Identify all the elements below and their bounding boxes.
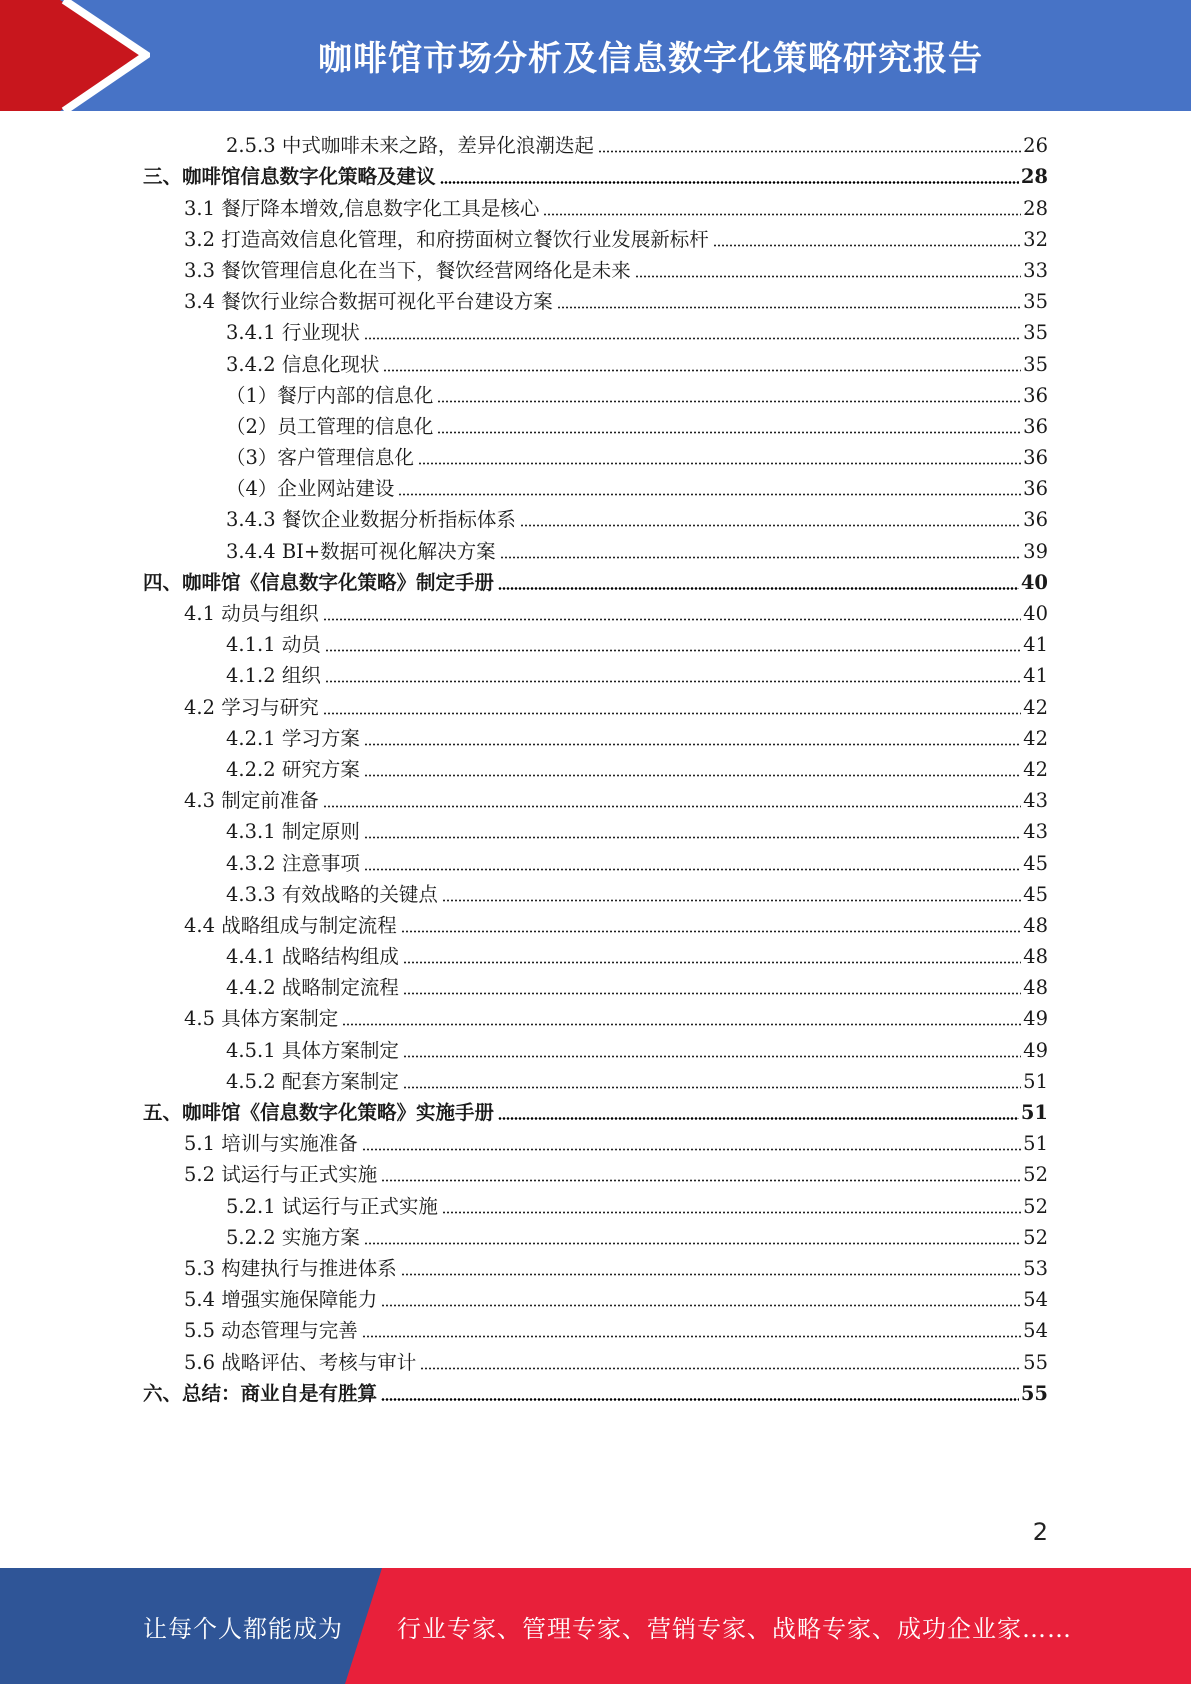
toc-entry-label: 四、咖啡馆《信息数字化策略》制定手册 — [143, 570, 495, 594]
toc-entry-label: 4.4 战略组成与制定流程 — [184, 913, 397, 937]
toc-entry[interactable] — [143, 159, 1048, 190]
toc-entry-page: 43 — [1023, 820, 1048, 844]
toc-dot-leader — [362, 1335, 1021, 1338]
toc-entry-label: 2.5.3 中式咖啡未来之路，差异化浪潮迭起 — [226, 134, 594, 158]
toc-entry-page: 43 — [1023, 789, 1048, 813]
toc-entry-label: （3）客户管理信息化 — [226, 446, 414, 470]
toc-entry[interactable] — [143, 970, 1048, 1001]
toc-entry[interactable] — [143, 658, 1048, 689]
toc-entry-page: 41 — [1023, 664, 1048, 688]
toc-dot-leader — [401, 930, 1021, 933]
toc-entry-page: 28 — [1023, 196, 1048, 220]
toc-entry-page: 36 — [1023, 446, 1048, 470]
toc-entry[interactable] — [143, 533, 1048, 564]
toc-entry-page: 55 — [1020, 1381, 1048, 1405]
toc-dot-leader — [543, 213, 1021, 216]
toc-dot-leader — [325, 649, 1021, 652]
toc-entry[interactable] — [143, 253, 1048, 284]
toc-entry[interactable] — [143, 877, 1048, 908]
toc-entry[interactable] — [143, 128, 1048, 159]
toc-entry-label: 4.4.2 战略制定流程 — [226, 976, 399, 1000]
page-number: 2 — [1032, 1518, 1048, 1546]
toc-entry[interactable] — [143, 1064, 1048, 1095]
toc-entry-label: 三、咖啡馆信息数字化策略及建议 — [143, 165, 436, 189]
toc-entry-label: 4.2.2 研究方案 — [226, 757, 360, 781]
toc-dot-leader — [403, 1086, 1021, 1089]
toc-entry-page: 35 — [1023, 290, 1048, 314]
toc-entry-page: 36 — [1023, 383, 1048, 407]
toc-dot-leader — [381, 1398, 1019, 1401]
toc-entry-label: 4.3.2 注意事项 — [226, 851, 360, 875]
toc-entry-label: 4.5 具体方案制定 — [184, 1007, 339, 1031]
toc-entry-page: 48 — [1023, 945, 1048, 969]
toc-entry-label: 5.4 增强实施保障能力 — [184, 1288, 378, 1312]
toc-entry-label: 3.4.3 餐饮企业数据分析指标体系 — [226, 508, 516, 532]
toc-entry[interactable] — [143, 1032, 1048, 1063]
toc-dot-leader — [403, 1055, 1021, 1058]
toc-dot-leader — [364, 743, 1021, 746]
toc-entry-page: 54 — [1023, 1319, 1048, 1343]
toc-dot-leader — [381, 1304, 1021, 1307]
toc-dot-leader — [403, 992, 1021, 995]
toc-entry-label: 3.4.2 信息化现状 — [226, 352, 380, 376]
toc-entry[interactable] — [143, 689, 1048, 720]
toc-entry-page: 52 — [1023, 1225, 1048, 1249]
toc-dot-leader — [383, 369, 1021, 372]
toc-dot-leader — [713, 244, 1021, 247]
toc-entry[interactable] — [143, 908, 1048, 939]
toc-dot-leader — [325, 680, 1021, 683]
toc-entry-page: 49 — [1023, 1007, 1048, 1031]
toc-dot-leader — [381, 1179, 1021, 1182]
toc-entry-page: 42 — [1023, 757, 1048, 781]
toc-dot-leader — [635, 275, 1021, 278]
toc-entry-label: 4.1 动员与组织 — [184, 602, 319, 625]
toc-entry[interactable] — [143, 1220, 1048, 1251]
toc-dot-leader — [437, 400, 1021, 403]
toc-entry-page: 48 — [1023, 913, 1048, 937]
toc-entry-label: （4）企业网站建设 — [226, 477, 395, 501]
toc-entry[interactable] — [143, 1251, 1048, 1282]
toc-entry-page: 45 — [1023, 851, 1048, 875]
toc-entry-page: 41 — [1023, 633, 1048, 657]
toc-entry-page: 33 — [1023, 258, 1048, 282]
toc-entry[interactable] — [143, 1188, 1048, 1219]
toc-entry[interactable] — [143, 502, 1048, 533]
toc-dot-leader — [498, 1117, 1019, 1120]
footer-slogan-left: 让每个人都能成为 — [143, 1614, 343, 1643]
toc-entry-page: 42 — [1023, 726, 1048, 750]
toc-dot-leader — [598, 150, 1021, 153]
toc-entry[interactable] — [143, 752, 1048, 783]
toc-entry-label: 5.2.2 实施方案 — [226, 1225, 360, 1249]
toc-entry-label: 4.5.2 配套方案制定 — [226, 1069, 399, 1093]
toc-entry-label: 4.3 制定前准备 — [184, 789, 319, 813]
toc-entry[interactable] — [143, 1344, 1048, 1375]
toc-entry-page: 35 — [1023, 321, 1048, 345]
toc-dot-leader — [498, 587, 1019, 590]
toc-entry[interactable] — [143, 1095, 1048, 1126]
toc-entry-label: 3.4.1 行业现状 — [226, 321, 360, 345]
toc-entry-label: 五、咖啡馆《信息数字化策略》实施手册 — [143, 1101, 495, 1124]
toc-dot-leader — [440, 181, 1019, 184]
toc-entry-page: 26 — [1023, 134, 1048, 158]
toc-entry-label: 4.2 学习与研究 — [184, 695, 319, 719]
toc-entry[interactable] — [143, 783, 1048, 814]
toc-entry[interactable] — [143, 1001, 1048, 1032]
toc-entry[interactable] — [143, 721, 1048, 752]
toc-entry-page: 42 — [1023, 695, 1048, 719]
document-title: 咖啡馆市场分析及信息数字化策略研究报告 — [318, 39, 983, 79]
toc-dot-leader — [364, 868, 1021, 871]
toc-entry[interactable] — [143, 1157, 1048, 1188]
toc-entry[interactable] — [143, 471, 1048, 502]
toc-entry-label: 5.5 动态管理与完善 — [184, 1319, 358, 1343]
toc-entry-page: 53 — [1023, 1256, 1048, 1280]
table-of-contents — [143, 128, 1048, 1407]
toc-entry[interactable] — [143, 627, 1048, 658]
toc-entry-label: （1）餐厅内部的信息化 — [226, 383, 434, 407]
toc-entry-page: 36 — [1023, 414, 1048, 438]
toc-entry[interactable] — [143, 814, 1048, 845]
toc-entry-label: 5.6 战略评估、考核与审计 — [184, 1350, 417, 1374]
toc-entry-page: 55 — [1023, 1350, 1048, 1374]
toc-entry-label: 4.4.1 战略结构组成 — [226, 945, 399, 969]
toc-entry[interactable] — [143, 190, 1048, 221]
footer-band — [0, 1568, 1191, 1684]
toc-entry-page: 54 — [1023, 1288, 1048, 1312]
toc-entry[interactable] — [143, 1313, 1048, 1344]
toc-entry-page: 32 — [1023, 227, 1048, 251]
toc-dot-leader — [342, 1023, 1021, 1026]
toc-dot-leader — [520, 524, 1021, 527]
header-band — [0, 0, 1191, 111]
toc-entry-page: 35 — [1023, 352, 1048, 376]
toc-entry-page: 36 — [1023, 477, 1048, 501]
toc-dot-leader — [364, 774, 1021, 777]
toc-entry-page: 36 — [1023, 508, 1048, 532]
toc-entry-label: （2）员工管理的信息化 — [226, 414, 434, 438]
toc-entry-label: 5.3 构建执行与推进体系 — [184, 1256, 397, 1280]
toc-entry-page: 40 — [1020, 570, 1048, 594]
toc-entry-label: 3.4.4 BI+数据可视化解决方案 — [226, 539, 496, 563]
toc-entry-page: 52 — [1023, 1194, 1048, 1218]
toc-entry-label: 5.2.1 试运行与正式实施 — [226, 1194, 438, 1218]
toc-dot-leader — [401, 1273, 1021, 1276]
toc-entry[interactable] — [143, 222, 1048, 253]
toc-entry-page: 52 — [1023, 1163, 1048, 1187]
toc-dot-leader — [364, 337, 1021, 340]
toc-entry[interactable] — [143, 315, 1048, 346]
toc-entry-page: 45 — [1023, 882, 1048, 906]
toc-dot-leader — [437, 431, 1021, 434]
toc-dot-leader — [364, 836, 1021, 839]
toc-dot-leader — [398, 493, 1021, 496]
toc-entry-label: 3.2 打造高效信息化管理，和府捞面树立餐饮行业发展新标杆 — [184, 227, 709, 251]
toc-entry[interactable] — [143, 409, 1048, 440]
toc-dot-leader — [418, 462, 1021, 465]
toc-entry-label: 3.1 餐厅降本增效,信息数字化工具是核心 — [184, 196, 540, 220]
toc-dot-leader — [362, 1148, 1021, 1151]
toc-entry-label: 4.1.1 动员 — [226, 633, 321, 657]
toc-entry-page: 48 — [1023, 976, 1048, 1000]
toc-entry-label: 5.2 试运行与正式实施 — [184, 1163, 378, 1187]
toc-entry-page: 49 — [1023, 1038, 1048, 1062]
toc-dot-leader — [364, 1242, 1021, 1245]
toc-entry-label: 4.5.1 具体方案制定 — [226, 1038, 399, 1062]
toc-entry-label: 4.2.1 学习方案 — [226, 726, 360, 750]
toc-entry[interactable] — [143, 1282, 1048, 1313]
footer-slogan-right: 行业专家、管理专家、营销专家、战略专家、成功企业家…… — [397, 1614, 1072, 1643]
toc-dot-leader — [323, 805, 1021, 808]
toc-entry-label: 4.1.2 组织 — [226, 664, 321, 688]
header-arrow-decoration — [0, 0, 150, 111]
toc-entry-label: 4.3.1 制定原则 — [226, 820, 360, 844]
toc-entry[interactable] — [143, 1376, 1048, 1407]
toc-entry[interactable] — [143, 1126, 1048, 1157]
toc-entry-page: 39 — [1023, 539, 1048, 563]
toc-entry-page: 51 — [1020, 1101, 1048, 1124]
toc-entry-label: 3.3 餐饮管理信息化在当下，餐饮经营网络化是未来 — [184, 258, 631, 282]
toc-entry[interactable] — [143, 565, 1048, 596]
toc-entry-page: 40 — [1023, 602, 1048, 625]
toc-entry[interactable] — [143, 440, 1048, 471]
toc-dot-leader — [442, 1211, 1021, 1214]
toc-entry-page: 51 — [1023, 1069, 1048, 1093]
toc-entry-label: 六、总结：商业自是有胜算 — [143, 1381, 378, 1405]
toc-dot-leader — [420, 1367, 1021, 1370]
toc-dot-leader — [442, 899, 1021, 902]
toc-dot-leader — [323, 618, 1021, 621]
toc-entry[interactable] — [143, 284, 1048, 315]
toc-entry-page: 51 — [1023, 1132, 1048, 1156]
toc-entry[interactable] — [143, 596, 1048, 627]
toc-entry-label: 5.1 培训与实施准备 — [184, 1132, 358, 1156]
toc-entry-label: 4.3.3 有效战略的关键点 — [226, 882, 438, 906]
toc-entry[interactable] — [143, 378, 1048, 409]
toc-entry-page: 28 — [1020, 165, 1048, 189]
toc-dot-leader — [500, 556, 1021, 559]
toc-dot-leader — [323, 712, 1021, 715]
toc-entry[interactable] — [143, 845, 1048, 876]
toc-entry-label: 3.4 餐饮行业综合数据可视化平台建设方案 — [184, 290, 553, 314]
toc-entry[interactable] — [143, 939, 1048, 970]
toc-entry[interactable] — [143, 346, 1048, 377]
toc-dot-leader — [403, 961, 1021, 964]
toc-dot-leader — [557, 306, 1021, 309]
